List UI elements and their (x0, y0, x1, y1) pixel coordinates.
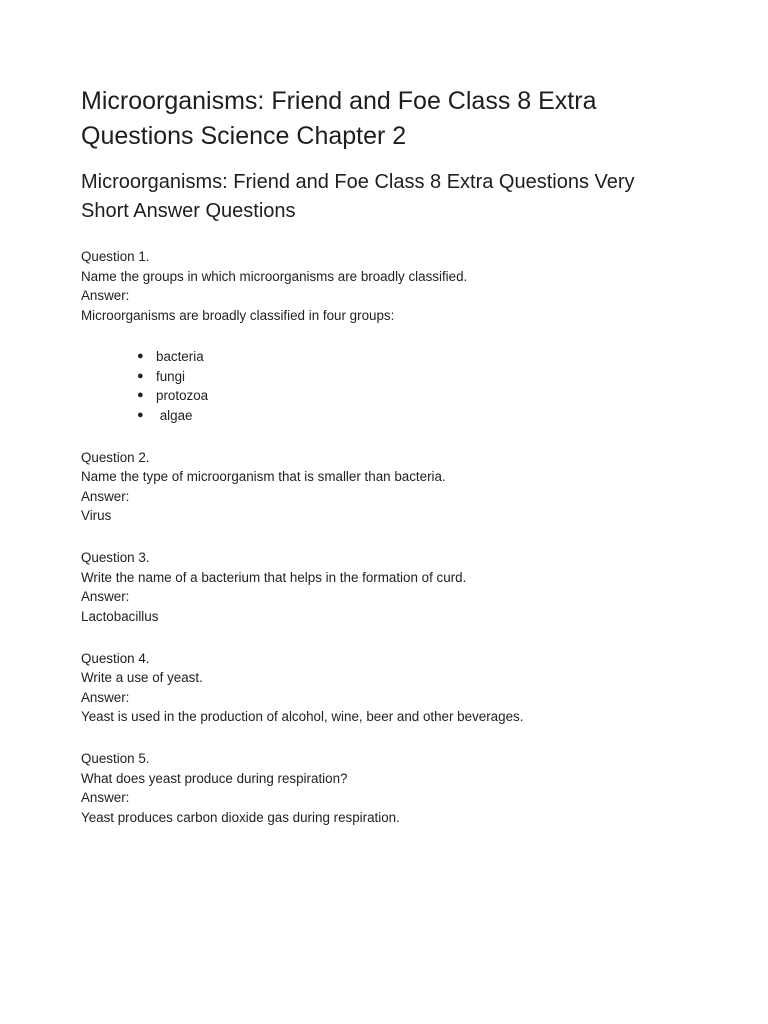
question-block-4 (81, 649, 708, 727)
question-text: Name the type of microorganism that is smaller than bacteria. (81, 469, 446, 484)
answer-text: Virus (81, 508, 112, 523)
question-label: Question 4. (81, 650, 150, 666)
list-item-text: bacteria (156, 349, 204, 364)
question-block-3 (81, 548, 708, 626)
bullet-icon: ● (137, 389, 144, 401)
answer-label: Answer: (81, 488, 130, 504)
answer-label: Answer: (81, 589, 130, 604)
bullet-icon: ● (137, 350, 144, 362)
answer-text: Lactobacillus (81, 608, 159, 624)
list-item-text: algae (156, 407, 193, 423)
question-block-5 (81, 749, 708, 827)
question-block-2 (81, 448, 708, 526)
list-item (137, 367, 708, 387)
question-text: What does yeast produce during respiration? (81, 770, 348, 786)
answer-label: Answer: (81, 790, 130, 805)
answer-text: Yeast is used in the production of alcohol, wine, beer and other beverages. (81, 709, 524, 724)
section-subtitle: Microorganisms: Friend and Foe Class 8 Extra Questions Very Short Answer Questions (81, 171, 635, 222)
question-label: Question 2. (81, 449, 150, 465)
question-text: Write the name of a bacterium that helps in the formation of curd. (81, 569, 467, 585)
list-item-text: fungi (156, 368, 186, 384)
answer-label: Answer: (81, 288, 130, 303)
question-text: Write a use of yeast. (81, 670, 203, 685)
list-item (137, 406, 708, 426)
list-item (137, 347, 708, 367)
list-item (137, 386, 708, 406)
microorganism-group-list (81, 347, 708, 425)
list-item-text: protozoa (156, 388, 209, 403)
question-list (81, 247, 708, 827)
question-label: Question 3. (81, 550, 150, 565)
bullet-icon: ● (137, 408, 144, 421)
question-label: Question 1. (81, 249, 150, 264)
answer-text: Yeast produces carbon dioxide gas during respiration. (81, 809, 400, 825)
question-label: Question 5. (81, 751, 150, 766)
question-text: Name the groups in which microorganisms are broadly classified. (81, 268, 468, 284)
question-block-1 (81, 247, 708, 425)
bullet-icon: ● (137, 369, 144, 382)
page-title: Microorganisms: Friend and Foe Class 8 Extra Questions Science Chapter 2 (81, 87, 597, 150)
answer-label: Answer: (81, 689, 130, 705)
answer-text: Microorganisms are broadly classified in four groups: (81, 307, 395, 323)
